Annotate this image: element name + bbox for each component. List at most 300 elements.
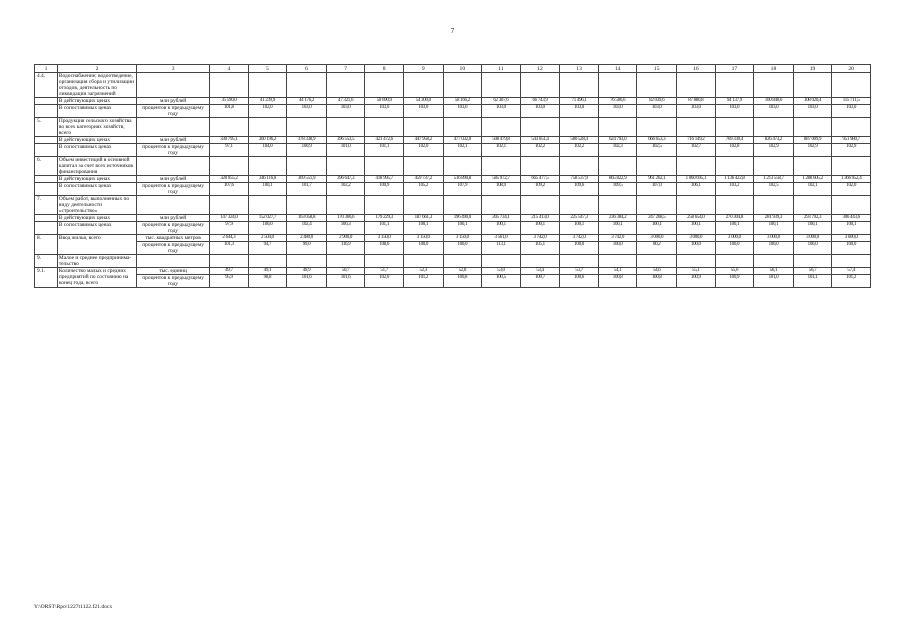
value-cell: 101,0 — [754, 275, 794, 288]
blank-cell — [248, 157, 287, 176]
value-cell: 55,1 — [677, 268, 716, 275]
value-cell: 103,0 — [677, 105, 716, 118]
blank-cell — [482, 196, 521, 215]
value-cell: 87 880,8 — [677, 98, 716, 105]
value-cell: 107,6 — [210, 183, 249, 196]
column-number-row — [35, 65, 871, 73]
value-cell: 2 504,0 — [248, 235, 287, 242]
value-cell: 624 793,0 — [598, 137, 637, 144]
value-cell: 346 116,0 — [248, 176, 287, 183]
value-cell: 281 939,3 — [754, 215, 794, 222]
value-cell: 103,2 — [715, 183, 754, 196]
row-unit: млн рублей — [137, 176, 210, 183]
value-cell: 163 058,8 — [287, 215, 327, 222]
blank-cell — [326, 157, 365, 176]
value-cell: 1 213 558,7 — [754, 176, 794, 183]
blank-cell — [443, 196, 482, 215]
column-number-cell: 12 — [520, 65, 560, 73]
value-cell: 103,0 — [598, 105, 637, 118]
blank-cell — [832, 255, 871, 268]
value-cell: 97,9 — [210, 222, 249, 235]
value-cell: 101,1 — [365, 144, 404, 157]
value-cell: 179 229,3 — [365, 215, 404, 222]
value-cell: 3 000,0 — [793, 235, 832, 242]
blank-cell — [754, 118, 794, 137]
value-cell: 716 149,2 — [677, 137, 716, 144]
value-cell: 105,1 — [520, 242, 560, 255]
value-cell: 360 196,2 — [248, 137, 287, 144]
value-cell: 56,1 — [754, 268, 794, 275]
value-cell: 2 480,0 — [287, 235, 327, 242]
value-cell: 258 654,0 — [677, 215, 716, 222]
value-cell: 100,0 — [832, 242, 871, 255]
column-number-cell: 19 — [793, 65, 832, 73]
data-row — [35, 215, 871, 222]
value-cell: 102,4 — [287, 222, 327, 235]
blank-cell — [210, 196, 249, 215]
blank-cell — [482, 157, 521, 176]
blank-cell — [248, 196, 287, 215]
value-cell: 102,1 — [482, 144, 521, 157]
value-cell: 108,6 — [365, 242, 404, 255]
column-number-cell: 20 — [832, 65, 871, 73]
value-cell: 100,8 — [443, 275, 482, 288]
value-cell: 49,9 — [287, 268, 327, 275]
column-number-cell: 8 — [365, 65, 404, 73]
value-cell: 100,1 — [403, 222, 443, 235]
blank-cell — [210, 157, 249, 176]
data-row — [35, 137, 871, 144]
value-cell: 3 000,0 — [754, 235, 794, 242]
value-cell: 35 590,0 — [210, 98, 249, 105]
value-cell: 107,9 — [443, 183, 482, 196]
blank-cell — [35, 137, 58, 144]
blank-cell — [560, 157, 599, 176]
value-cell: 54,6 — [637, 268, 677, 275]
blank-cell — [35, 144, 58, 157]
value-cell: 101,1 — [365, 222, 404, 235]
value-cell: 99,0 — [287, 242, 327, 255]
value-cell: 3 000,0 — [637, 235, 677, 242]
blank-cell — [326, 118, 365, 137]
blank-cell — [443, 73, 482, 98]
value-cell: 103,0 — [443, 105, 482, 118]
blank-cell — [754, 73, 794, 98]
blank-cell — [832, 73, 871, 98]
row-label: В действующих ценах — [57, 137, 136, 144]
value-cell: 421 472,6 — [365, 137, 404, 144]
row-unit: млн рублей — [137, 215, 210, 222]
blank-cell — [677, 157, 716, 176]
value-cell: 101,6 — [326, 275, 365, 288]
value-cell: 71 496,1 — [560, 98, 599, 105]
section-title: Количество малых и средних предприятий по состоянию на конец года, всего — [57, 268, 136, 288]
value-cell: 47 321,6 — [326, 98, 365, 105]
column-number-cell: 15 — [637, 65, 677, 73]
value-cell: 585 972,7 — [482, 176, 521, 183]
value-cell: 3 150,0 — [365, 235, 404, 242]
value-cell: 447 958,2 — [403, 137, 443, 144]
value-cell: 459 737,2 — [403, 176, 443, 183]
value-cell: 94 137,9 — [715, 98, 754, 105]
value-cell: 80,2 — [637, 242, 677, 255]
value-cell: 328 055,2 — [210, 176, 249, 183]
value-cell: 103,0 — [403, 105, 443, 118]
value-cell: 516 890,8 — [443, 176, 482, 183]
value-cell: 3 150,0 — [403, 235, 443, 242]
section-title: Объем инвестиций в основной капитал за счет всех источников финансирования — [57, 157, 136, 176]
value-cell: 418 995,7 — [365, 176, 404, 183]
value-cell: 100,1 — [754, 222, 794, 235]
section-number: 6. — [35, 157, 58, 176]
value-cell: 3 561,0 — [482, 235, 521, 242]
blank-cell — [715, 157, 754, 176]
data-row — [35, 98, 871, 105]
blank-cell — [137, 255, 210, 268]
value-cell: 100,1 — [715, 222, 754, 235]
value-cell: 100,9 — [677, 275, 716, 288]
blank-cell — [560, 118, 599, 137]
value-cell: 665 477,5 — [520, 176, 560, 183]
value-cell: 3 742,0 — [598, 235, 637, 242]
value-cell: 196 490,0 — [443, 215, 482, 222]
section-number: 8. — [35, 235, 58, 255]
value-cell: 3 742,0 — [560, 235, 599, 242]
value-cell: 108 020,4 — [793, 98, 832, 105]
value-cell: 758 537,9 — [560, 176, 599, 183]
indicators-table — [34, 64, 871, 288]
blank-cell — [248, 118, 287, 137]
value-cell: 102,5 — [637, 144, 677, 157]
blank-cell — [793, 157, 832, 176]
blank-cell — [677, 255, 716, 268]
value-cell: 152 027,7 — [248, 215, 287, 222]
row-unit: тыс. квадратных метров — [137, 235, 210, 242]
blank-cell — [287, 196, 327, 215]
value-cell: 100,9 — [715, 275, 754, 288]
value-cell: 98,8 — [248, 275, 287, 288]
blank-cell — [35, 215, 58, 222]
column-number-cell: 14 — [598, 65, 637, 73]
blank-cell — [715, 73, 754, 98]
value-cell: 53,0 — [482, 268, 521, 275]
blank-cell — [403, 118, 443, 137]
blank-cell — [677, 196, 716, 215]
blank-cell — [637, 196, 677, 215]
value-cell: 102,9 — [754, 144, 794, 157]
blank-cell — [637, 157, 677, 176]
blank-cell — [403, 255, 443, 268]
blank-cell — [560, 255, 599, 268]
value-cell: 105,2 — [403, 183, 443, 196]
section-number: 7. — [35, 196, 58, 215]
value-cell: 101,7 — [287, 183, 327, 196]
value-cell: 543 051,4 — [520, 137, 560, 144]
value-cell: 100,0 — [598, 242, 637, 255]
value-cell: 330 795,1 — [210, 137, 249, 144]
blank-cell — [482, 255, 521, 268]
blank-cell — [560, 196, 599, 215]
value-cell: 52,8 — [443, 268, 482, 275]
value-cell: 100,7 — [520, 275, 560, 288]
section-number: 9. — [35, 255, 58, 268]
blank-cell — [520, 118, 560, 137]
value-cell: 236 384,2 — [598, 215, 637, 222]
blank-cell — [598, 255, 637, 268]
blank-cell — [754, 157, 794, 176]
value-cell: 103,0 — [832, 105, 871, 118]
value-cell: 1 366 952,4 — [832, 176, 871, 183]
blank-cell — [210, 118, 249, 137]
blank-cell — [598, 118, 637, 137]
blank-cell — [443, 118, 482, 137]
column-number-cell: 17 — [715, 65, 754, 73]
file-path-footer: Y:\ORST\Rpo\1227t1122.f21.docx — [34, 604, 113, 610]
blank-cell — [598, 196, 637, 215]
value-cell: 100,1 — [598, 222, 637, 235]
value-cell: 3 000,0 — [832, 235, 871, 242]
value-cell: 62 307,6 — [482, 98, 521, 105]
data-row — [35, 183, 871, 196]
column-number-cell: 3 — [137, 65, 210, 73]
value-cell: 100,1 — [637, 222, 677, 235]
value-cell: 826 473,2 — [754, 137, 794, 144]
column-number-cell: 7 — [326, 65, 365, 73]
value-cell: 187 661,3 — [403, 215, 443, 222]
column-number-cell: 11 — [482, 65, 521, 73]
value-cell: 101,0 — [326, 144, 365, 157]
section-number: 4.4. — [35, 73, 58, 98]
value-cell: 3 742,0 — [520, 235, 560, 242]
row-label: В сопоставимых ценах — [57, 105, 136, 118]
value-cell: 103,0 — [793, 105, 832, 118]
blank-cell — [793, 255, 832, 268]
row-label: В действующих ценах — [57, 215, 136, 222]
blank-cell — [365, 255, 404, 268]
value-cell: 103,0 — [326, 105, 365, 118]
value-cell: 100,1 — [520, 222, 560, 235]
value-cell: 49,1 — [248, 268, 287, 275]
value-cell: 106,1 — [677, 183, 716, 196]
row-label: В сопоставимых ценах — [57, 144, 136, 157]
value-cell: 100,0 — [677, 242, 716, 255]
value-cell: 887 009,9 — [793, 137, 832, 144]
column-number-cell: 10 — [443, 65, 482, 73]
value-cell: 102,2 — [326, 183, 365, 196]
value-cell: 102,9 — [793, 144, 832, 157]
value-cell: 100,9 — [287, 144, 327, 157]
value-cell: 396 553,5 — [326, 137, 365, 144]
blank-cell — [598, 157, 637, 176]
data-row — [35, 176, 871, 183]
value-cell: 103,0 — [637, 105, 677, 118]
blank-cell — [137, 157, 210, 176]
section-title: Объем работ, выполненных по виду деятельности «строительство» — [57, 196, 136, 215]
value-cell: 102,0 — [365, 275, 404, 288]
value-cell: 51,7 — [365, 268, 404, 275]
column-number-cell: 16 — [677, 65, 716, 73]
data-row — [35, 105, 871, 118]
value-cell: 101,6 — [287, 275, 327, 288]
value-cell: 104,0 — [248, 144, 287, 157]
blank-cell — [520, 196, 560, 215]
blank-cell — [326, 255, 365, 268]
indicators-table-wrapper — [34, 64, 871, 288]
column-number-cell: 4 — [210, 65, 249, 73]
value-cell: 951 980,7 — [832, 137, 871, 144]
value-cell: 147 324,0 — [210, 215, 249, 222]
column-number-cell: 9 — [403, 65, 443, 73]
value-cell: 508 479,8 — [482, 137, 521, 144]
value-cell: 54 300,0 — [403, 98, 443, 105]
value-cell: 477 032,0 — [443, 137, 482, 144]
value-cell: 3 150,0 — [443, 235, 482, 242]
data-row — [35, 242, 871, 255]
blank-cell — [365, 157, 404, 176]
blank-cell — [482, 118, 521, 137]
value-cell: 100,6 — [560, 275, 599, 288]
value-cell: 116,9 — [326, 242, 365, 255]
value-cell: 100 840,6 — [754, 98, 794, 105]
value-cell: 53,4 — [520, 268, 560, 275]
blank-cell — [832, 118, 871, 137]
value-cell: 101,2 — [832, 275, 871, 288]
value-cell: 666 653,3 — [637, 137, 677, 144]
value-cell: 41 239,9 — [248, 98, 287, 105]
value-cell: 100,0 — [443, 242, 482, 255]
blank-cell — [443, 255, 482, 268]
value-cell: 170 366,6 — [326, 215, 365, 222]
data-row — [35, 275, 871, 288]
value-cell: 49,7 — [210, 268, 249, 275]
value-cell: 54,1 — [598, 268, 637, 275]
value-cell: 215 413,0 — [520, 215, 560, 222]
blank-cell — [248, 255, 287, 268]
value-cell: 102,0 — [403, 144, 443, 157]
value-cell: 102,3 — [598, 144, 637, 157]
blank-cell — [832, 157, 871, 176]
blank-cell — [403, 73, 443, 98]
value-cell: 270 304,8 — [715, 215, 754, 222]
value-cell: 58 166,2 — [443, 98, 482, 105]
section-title: Ввод жилья, всего — [57, 235, 136, 255]
value-cell: 103,0 — [365, 105, 404, 118]
blank-cell — [287, 255, 327, 268]
value-cell: 102,0 — [832, 183, 871, 196]
value-cell: 107,0 — [637, 183, 677, 196]
value-cell: 293 792,3 — [793, 215, 832, 222]
blank-cell — [560, 73, 599, 98]
value-cell: 100,1 — [832, 222, 871, 235]
data-row — [35, 268, 871, 275]
value-cell: 103,0 — [715, 105, 754, 118]
value-cell: 76 586,6 — [598, 98, 637, 105]
blank-cell — [35, 98, 58, 105]
value-cell: 378 338,9 — [287, 137, 327, 144]
blank-cell — [677, 118, 716, 137]
value-cell: 113,1 — [482, 242, 521, 255]
value-cell: 101,3 — [210, 242, 249, 255]
value-cell: 55,6 — [715, 268, 754, 275]
blank-cell — [287, 118, 327, 137]
blank-cell — [482, 73, 521, 98]
value-cell: 306 443,6 — [832, 215, 871, 222]
value-cell: 101,1 — [793, 275, 832, 288]
blank-cell — [35, 222, 58, 235]
value-cell: 1 060 695,1 — [677, 176, 716, 183]
blank-cell — [715, 196, 754, 215]
blank-cell — [35, 176, 58, 183]
blank-cell — [598, 73, 637, 98]
blank-cell — [832, 196, 871, 215]
blank-cell — [326, 73, 365, 98]
section-title-row — [35, 157, 871, 176]
blank-cell — [137, 118, 210, 137]
data-row — [35, 222, 871, 235]
value-cell: 1 136 422,8 — [715, 176, 754, 183]
value-cell: 100,1 — [560, 222, 599, 235]
blank-cell — [677, 73, 716, 98]
value-cell: 108,9 — [482, 183, 521, 196]
blank-cell — [793, 196, 832, 215]
value-cell: 115 711,5 — [832, 98, 871, 105]
value-cell: 95,9 — [210, 275, 249, 288]
blank-cell — [403, 196, 443, 215]
value-cell: 100,3 — [326, 222, 365, 235]
value-cell: 396 647,3 — [326, 176, 365, 183]
value-cell: 66 743,9 — [520, 98, 560, 105]
blank-cell — [443, 157, 482, 176]
row-unit: процентов к предыдущему году — [137, 183, 210, 196]
section-title: Водоснабжение; водоотведение, организация сбора и утилизации отходов, деятельность по ликвидации загрязнений — [57, 73, 136, 98]
value-cell: 369 551,9 — [287, 176, 327, 183]
blank-cell — [637, 73, 677, 98]
blank-cell — [793, 118, 832, 137]
value-cell: 102,0 — [248, 105, 287, 118]
blank-cell — [637, 255, 677, 268]
value-cell: 102,7 — [677, 144, 716, 157]
value-cell: 100,8 — [598, 275, 637, 288]
row-label: В сопоставимых ценах — [57, 222, 136, 235]
section-number: 9.1. — [35, 268, 58, 288]
value-cell: 109,6 — [560, 183, 599, 196]
value-cell: 56,7 — [793, 268, 832, 275]
value-cell: 3 000,0 — [677, 235, 716, 242]
value-cell: 52,3 — [403, 268, 443, 275]
value-cell: 247 268,5 — [637, 215, 677, 222]
value-cell: 94,7 — [248, 242, 287, 255]
blank-cell — [210, 73, 249, 98]
blank-cell — [520, 157, 560, 176]
blank-cell — [35, 183, 58, 196]
value-cell: 2 900,0 — [326, 235, 365, 242]
value-cell: 100,1 — [443, 222, 482, 235]
blank-cell — [637, 118, 677, 137]
value-cell: 102,2 — [520, 144, 560, 157]
value-cell: 103,0 — [287, 105, 327, 118]
value-cell: 50,7 — [326, 268, 365, 275]
blank-cell — [35, 105, 58, 118]
blank-cell — [210, 255, 249, 268]
value-cell: 100,0 — [248, 222, 287, 235]
value-cell: 100,0 — [715, 242, 754, 255]
blank-cell — [754, 196, 794, 215]
value-cell: 103,0 — [560, 105, 599, 118]
value-cell: 100,5 — [482, 275, 521, 288]
row-unit: млн рублей — [137, 137, 210, 144]
value-cell: 102,9 — [832, 144, 871, 157]
section-title-row — [35, 73, 871, 98]
